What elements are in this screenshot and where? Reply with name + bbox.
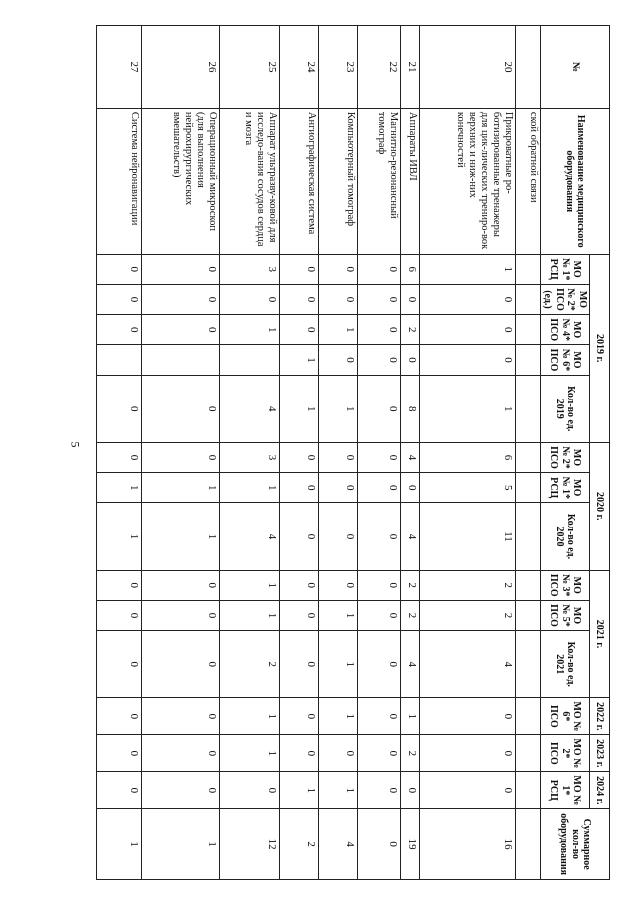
quantity-cell: 0 bbox=[358, 570, 401, 600]
continuation-row bbox=[516, 26, 541, 880]
subheader-2019-3: МО № 4* ПСО bbox=[541, 315, 590, 345]
quantity-cell: 1 bbox=[142, 503, 220, 570]
quantity-cell: 2 bbox=[401, 600, 420, 630]
quantity-cell: 1 bbox=[220, 473, 280, 503]
quantity-cell: 0 bbox=[419, 284, 516, 314]
quantity-cell: 0 bbox=[142, 442, 220, 472]
equipment-name: Магнитно-резонансный томограф bbox=[358, 108, 401, 254]
quantity-cell: 3 bbox=[220, 442, 280, 472]
quantity-cell: 0 bbox=[358, 473, 401, 503]
quantity-cell: 4 bbox=[220, 375, 280, 442]
quantity-cell: 6 bbox=[401, 254, 420, 284]
subheader-2019-qty: Кол-во ед. 2019 bbox=[541, 375, 590, 442]
quantity-cell: 0 bbox=[401, 772, 420, 809]
quantity-cell: 1 bbox=[220, 315, 280, 345]
quantity-cell: 0 bbox=[358, 631, 401, 698]
total-cell: 4 bbox=[319, 809, 358, 880]
quantity-cell: 0 bbox=[142, 772, 220, 809]
quantity-cell: 0 bbox=[142, 600, 220, 630]
quantity-cell: 2 bbox=[401, 570, 420, 600]
quantity-cell: 0 bbox=[97, 735, 142, 772]
table-row bbox=[419, 26, 516, 880]
quantity-cell: 0 bbox=[358, 600, 401, 630]
quantity-cell: 0 bbox=[220, 284, 280, 314]
total-cell: 1 bbox=[97, 809, 142, 880]
row-number: 21 bbox=[401, 26, 420, 109]
total-cell: 2 bbox=[279, 809, 318, 880]
quantity-cell: 1 bbox=[419, 254, 516, 284]
quantity-cell: 11 bbox=[419, 503, 516, 570]
equipment-name: Аппараты ИВЛ bbox=[401, 108, 420, 254]
quantity-cell: 0 bbox=[358, 735, 401, 772]
quantity-cell: 1 bbox=[97, 473, 142, 503]
subheader-2021-2: МО № 5* ПСО bbox=[541, 600, 590, 630]
subheader-2024: МО № 1* РСЦ bbox=[541, 772, 590, 809]
subheader-2019-2: МО № 2* ПСО (ед.) bbox=[541, 284, 590, 314]
row-number: 27 bbox=[97, 26, 142, 109]
quantity-cell: 6 bbox=[419, 442, 516, 472]
quantity-cell: 0 bbox=[401, 345, 420, 375]
quantity-cell: 0 bbox=[97, 442, 142, 472]
quantity-cell: 0 bbox=[279, 735, 318, 772]
quantity-cell: 0 bbox=[419, 315, 516, 345]
quantity-cell: 1 bbox=[401, 698, 420, 735]
quantity-cell: 0 bbox=[279, 503, 318, 570]
quantity-cell: 0 bbox=[358, 503, 401, 570]
quantity-cell: 8 bbox=[401, 375, 420, 442]
quantity-cell: 0 bbox=[401, 473, 420, 503]
header-2022: 2022 г. bbox=[590, 698, 610, 735]
quantity-cell: 4 bbox=[419, 631, 516, 698]
table-row bbox=[220, 26, 280, 880]
quantity-cell: 0 bbox=[319, 442, 358, 472]
quantity-cell: 4 bbox=[401, 631, 420, 698]
table-row bbox=[142, 26, 220, 880]
row-number: 25 bbox=[220, 26, 280, 109]
quantity-cell: 4 bbox=[401, 442, 420, 472]
quantity-cell: 1 bbox=[279, 772, 318, 809]
subheader-2021-qty: Кол-во ед. 2021 bbox=[541, 631, 590, 698]
quantity-cell: 1 bbox=[319, 772, 358, 809]
quantity-cell: 0 bbox=[279, 473, 318, 503]
quantity-cell: 4 bbox=[220, 503, 280, 570]
quantity-cell: 0 bbox=[97, 698, 142, 735]
quantity-cell: 0 bbox=[358, 284, 401, 314]
quantity-cell: 0 bbox=[319, 473, 358, 503]
quantity-cell: 0 bbox=[97, 284, 142, 314]
row-number: 24 bbox=[279, 26, 318, 109]
quantity-cell: 0 bbox=[358, 698, 401, 735]
quantity-cell: 1 bbox=[142, 473, 220, 503]
quantity-cell: 0 bbox=[319, 735, 358, 772]
quantity-cell: 1 bbox=[319, 600, 358, 630]
equipment-name: Аппарат ультразву-ковой для исследо-вания сосудов сердца и мозга bbox=[220, 108, 280, 254]
subheader-2023: МО № 2* ПСО bbox=[541, 735, 590, 772]
quantity-cell bbox=[97, 345, 142, 375]
quantity-cell: 1 bbox=[97, 503, 142, 570]
quantity-cell: 0 bbox=[279, 442, 318, 472]
total-cell: 0 bbox=[358, 809, 401, 880]
header-name: Наименование медицинского оборудования bbox=[541, 108, 610, 254]
quantity-cell: 1 bbox=[220, 735, 280, 772]
quantity-cell: 0 bbox=[97, 600, 142, 630]
quantity-cell: 1 bbox=[220, 698, 280, 735]
total-cell: 19 bbox=[401, 809, 420, 880]
table-body bbox=[97, 26, 541, 880]
header-2024: 2024 г. bbox=[590, 772, 610, 809]
quantity-cell: 0 bbox=[319, 570, 358, 600]
header-2019: 2019 г. bbox=[590, 254, 610, 442]
quantity-cell: 0 bbox=[279, 631, 318, 698]
subheader-2022: МО № 6* ПСО bbox=[541, 698, 590, 735]
header-no: № bbox=[541, 26, 610, 109]
quantity-cell: 2 bbox=[220, 631, 280, 698]
subheader-2019-1: МО № 1* РСЦ bbox=[541, 254, 590, 284]
subheader-2020-2: МО № 1* РСЦ bbox=[541, 473, 590, 503]
quantity-cell: 1 bbox=[319, 375, 358, 442]
quantity-cell: 2 bbox=[419, 600, 516, 630]
quantity-cell: 2 bbox=[419, 570, 516, 600]
quantity-cell: 0 bbox=[142, 315, 220, 345]
table-row bbox=[97, 26, 142, 880]
equipment-name: Прикроватные ро-ботизированные тренажеры для цик-лических трениро-вок верхних и ниж-них конечностей bbox=[419, 108, 516, 254]
subheader-2021-1: МО № 3* ПСО bbox=[541, 570, 590, 600]
quantity-cell: 0 bbox=[142, 570, 220, 600]
equipment-name: Ангиографическая система bbox=[279, 108, 318, 254]
quantity-cell: 0 bbox=[279, 284, 318, 314]
quantity-cell: 0 bbox=[279, 698, 318, 735]
quantity-cell: 0 bbox=[358, 315, 401, 345]
quantity-cell: 0 bbox=[142, 698, 220, 735]
quantity-cell: 0 bbox=[142, 284, 220, 314]
quantity-cell: 0 bbox=[142, 254, 220, 284]
quantity-cell: 2 bbox=[401, 735, 420, 772]
quantity-cell: 0 bbox=[142, 375, 220, 442]
row-number: 22 bbox=[358, 26, 401, 109]
quantity-cell: 0 bbox=[319, 284, 358, 314]
total-cell: 12 bbox=[220, 809, 280, 880]
quantity-cell: 0 bbox=[419, 698, 516, 735]
quantity-cell: 1 bbox=[319, 698, 358, 735]
quantity-cell: 0 bbox=[220, 772, 280, 809]
quantity-cell: 0 bbox=[97, 570, 142, 600]
header-2020: 2020 г. bbox=[590, 442, 610, 570]
quantity-cell: 0 bbox=[279, 600, 318, 630]
equipment-table-container bbox=[96, 25, 610, 880]
continuation-no-cell bbox=[516, 26, 541, 109]
table-row bbox=[401, 26, 420, 880]
quantity-cell: 0 bbox=[97, 375, 142, 442]
quantity-cell: 0 bbox=[358, 442, 401, 472]
quantity-cell: 0 bbox=[279, 315, 318, 345]
quantity-cell: 2 bbox=[401, 315, 420, 345]
page-number: 5 bbox=[68, 441, 83, 448]
quantity-cell: 1 bbox=[319, 631, 358, 698]
quantity-cell: 0 bbox=[358, 375, 401, 442]
quantity-cell: 0 bbox=[97, 254, 142, 284]
quantity-cell: 0 bbox=[358, 345, 401, 375]
quantity-cell: 0 bbox=[319, 254, 358, 284]
subheader-2020-qty: Кол-во ед. 2020 bbox=[541, 503, 590, 570]
continuation-name-cell: ской обратной связи bbox=[516, 108, 541, 254]
quantity-cell: 0 bbox=[319, 345, 358, 375]
equipment-name: Компьютерный томограф bbox=[319, 108, 358, 254]
quantity-cell: 1 bbox=[220, 600, 280, 630]
quantity-cell: 0 bbox=[142, 735, 220, 772]
quantity-cell bbox=[220, 345, 280, 375]
row-number: 20 bbox=[419, 26, 516, 109]
row-number: 26 bbox=[142, 26, 220, 109]
quantity-cell: 0 bbox=[419, 345, 516, 375]
quantity-cell: 0 bbox=[97, 631, 142, 698]
quantity-cell: 0 bbox=[358, 254, 401, 284]
quantity-cell: 0 bbox=[279, 254, 318, 284]
quantity-cell: 0 bbox=[97, 315, 142, 345]
equipment-name: Система нейронавигации bbox=[97, 108, 142, 254]
quantity-cell: 0 bbox=[97, 772, 142, 809]
total-cell: 16 bbox=[419, 809, 516, 880]
quantity-cell: 0 bbox=[419, 772, 516, 809]
table-row bbox=[279, 26, 318, 880]
subheader-2019-4: МО № 6* ПСО bbox=[541, 345, 590, 375]
quantity-cell: 0 bbox=[142, 631, 220, 698]
header-2023: 2023 г. bbox=[590, 735, 610, 772]
quantity-cell: 1 bbox=[220, 570, 280, 600]
quantity-cell: 0 bbox=[319, 503, 358, 570]
equipment-table bbox=[96, 25, 610, 880]
quantity-cell: 1 bbox=[319, 315, 358, 345]
quantity-cell: 0 bbox=[358, 772, 401, 809]
subheader-2020-1: МО № 2* ПСО bbox=[541, 442, 590, 472]
quantity-cell: 5 bbox=[419, 473, 516, 503]
row-number: 23 bbox=[319, 26, 358, 109]
equipment-name: Операционный микроскоп (для выполнения нейрохирургических вмешательств) bbox=[142, 108, 220, 254]
quantity-cell: 0 bbox=[279, 570, 318, 600]
quantity-cell: 3 bbox=[220, 254, 280, 284]
quantity-cell: 0 bbox=[419, 735, 516, 772]
quantity-cell: 0 bbox=[401, 284, 420, 314]
header-total: Суммарное кол-во оборудования bbox=[541, 809, 610, 880]
quantity-cell: 1 bbox=[279, 345, 318, 375]
header-2021: 2021 г. bbox=[590, 570, 610, 698]
quantity-cell bbox=[142, 345, 220, 375]
quantity-cell: 1 bbox=[279, 375, 318, 442]
total-cell: 1 bbox=[142, 809, 220, 880]
quantity-cell: 4 bbox=[401, 503, 420, 570]
table-row bbox=[358, 26, 401, 880]
quantity-cell: 1 bbox=[419, 375, 516, 442]
table-row bbox=[319, 26, 358, 880]
